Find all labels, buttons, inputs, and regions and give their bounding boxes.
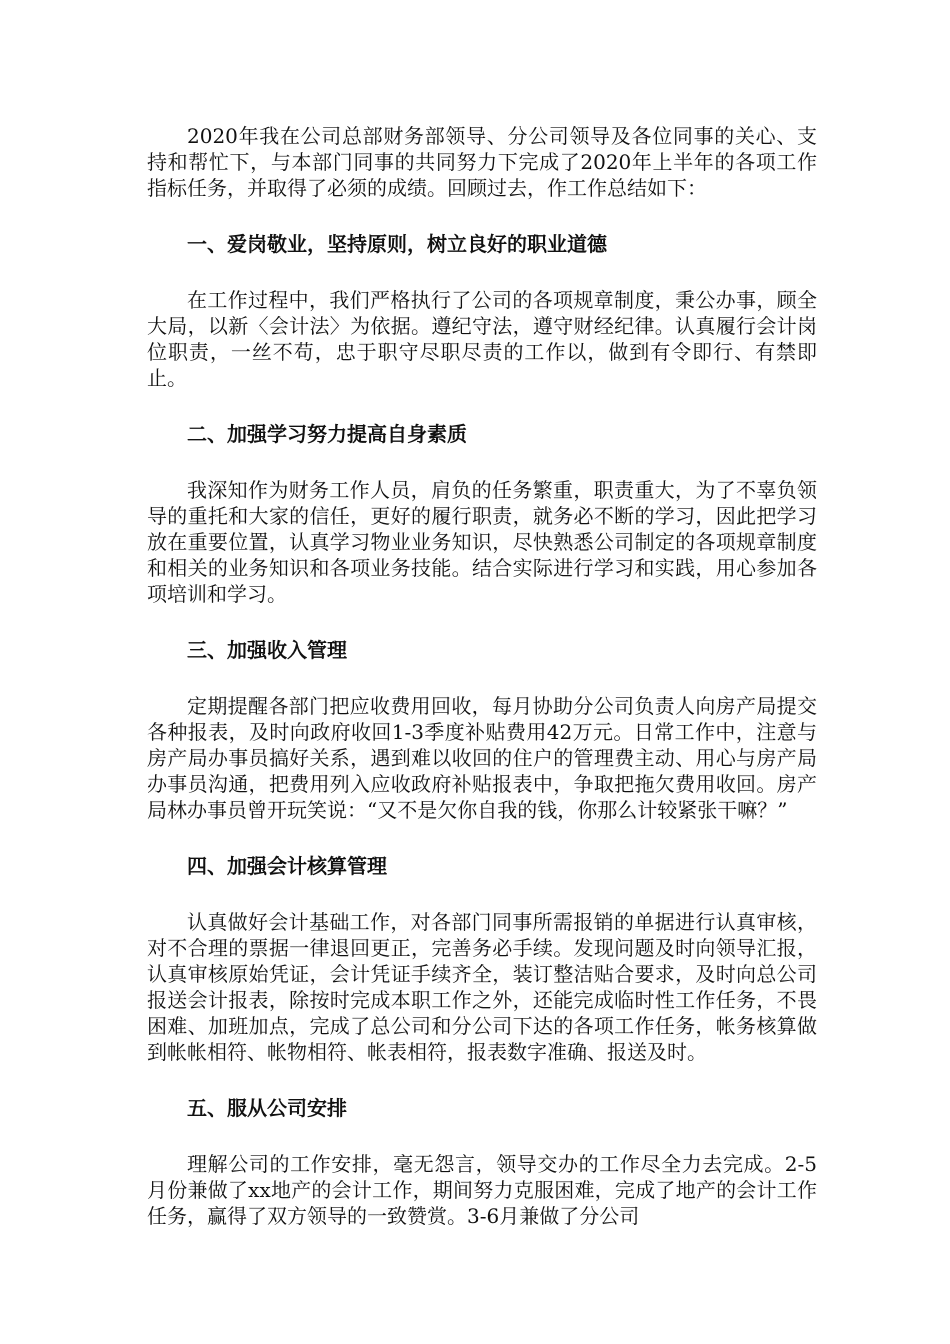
section-heading-5: 五、服从公司安排 [187,1096,347,1120]
section-heading-1: 一、爱岗敬业，坚持原则，树立良好的职业道德 [187,232,607,256]
section-5-paragraph: 理解公司的工作安排，毫无怨言，领导交办的工作尽全力去完成。2-5月份兼做了xx地产的会计工作，期间努力克服困难，完成了地产的会计工作任务，赢得了双方领导的一致赞赏。3-6月兼做了分公司 [147,1152,817,1228]
section-4-paragraph: 认真做好会计基础工作，对各部门同事所需报销的单据进行认真审核，对不合理的票据一律退回更正，完善务必手续。发现问题及时向领导汇报，认真审核原始凭证，会计凭证手续齐全，装订整洁贴合要求，及时向总公司报送会计报表，除按时完成本职工作之外，还能完成临时性工作任务，不畏困难、加班加点，完成了总公司和分公司下达的各项工作任务，帐务核算做到帐帐相符、帐物相符、帐表相符，报表数字准确、报送及时。 [147,910,817,1064]
section-3-paragraph: 定期提醒各部门把应收费用回收，每月协助分公司负责人向房产局提交各种报表，及时向政府收回1-3季度补贴费用42万元。日常工作中，注意与房产局办事员搞好关系，遇到难以收回的住户的管理费主动、用心与房产局办事员沟通，把费用列入应收政府补贴报表中，争取把拖欠费用收回。房产局林办事员曾开玩笑说：“又不是欠你自我的钱，你那么计较紧张干嘛？” [147,694,817,822]
section-2-paragraph: 我深知作为财务工作人员，肩负的任务繁重，职责重大，为了不辜负领导的重托和大家的信任，更好的履行职责，就务必不断的学习，因此把学习放在重要位置，认真学习物业业务知识，尽快熟悉公司制定的各项规章制度和相关的业务知识和各项业务技能。结合实际进行学习和实践，用心参加各项培训和学习。 [147,478,817,606]
intro-paragraph: 2020年我在公司总部财务部领导、分公司领导及各位同事的关心、支持和帮忙下，与本部门同事的共同努力下完成了2020年上半年的各项工作指标任务，并取得了必须的成绩。回顾过去，作工作总结如下： [147,124,817,200]
section-1-paragraph: 在工作过程中，我们严格执行了公司的各项规章制度，秉公办事，顾全大局，以新〈会计法〉为依据。遵纪守法，遵守财经纪律。认真履行会计岗位职责，一丝不苟，忠于职守尽职尽责的工作以，做到有令即行、有禁即止。 [147,288,817,390]
document-body [147,123,817,1229]
section-heading-3: 三、加强收入管理 [187,638,347,662]
section-heading-4: 四、加强会计核算管理 [187,854,387,878]
section-heading-2: 二、加强学习努力提高自身素质 [187,422,467,446]
